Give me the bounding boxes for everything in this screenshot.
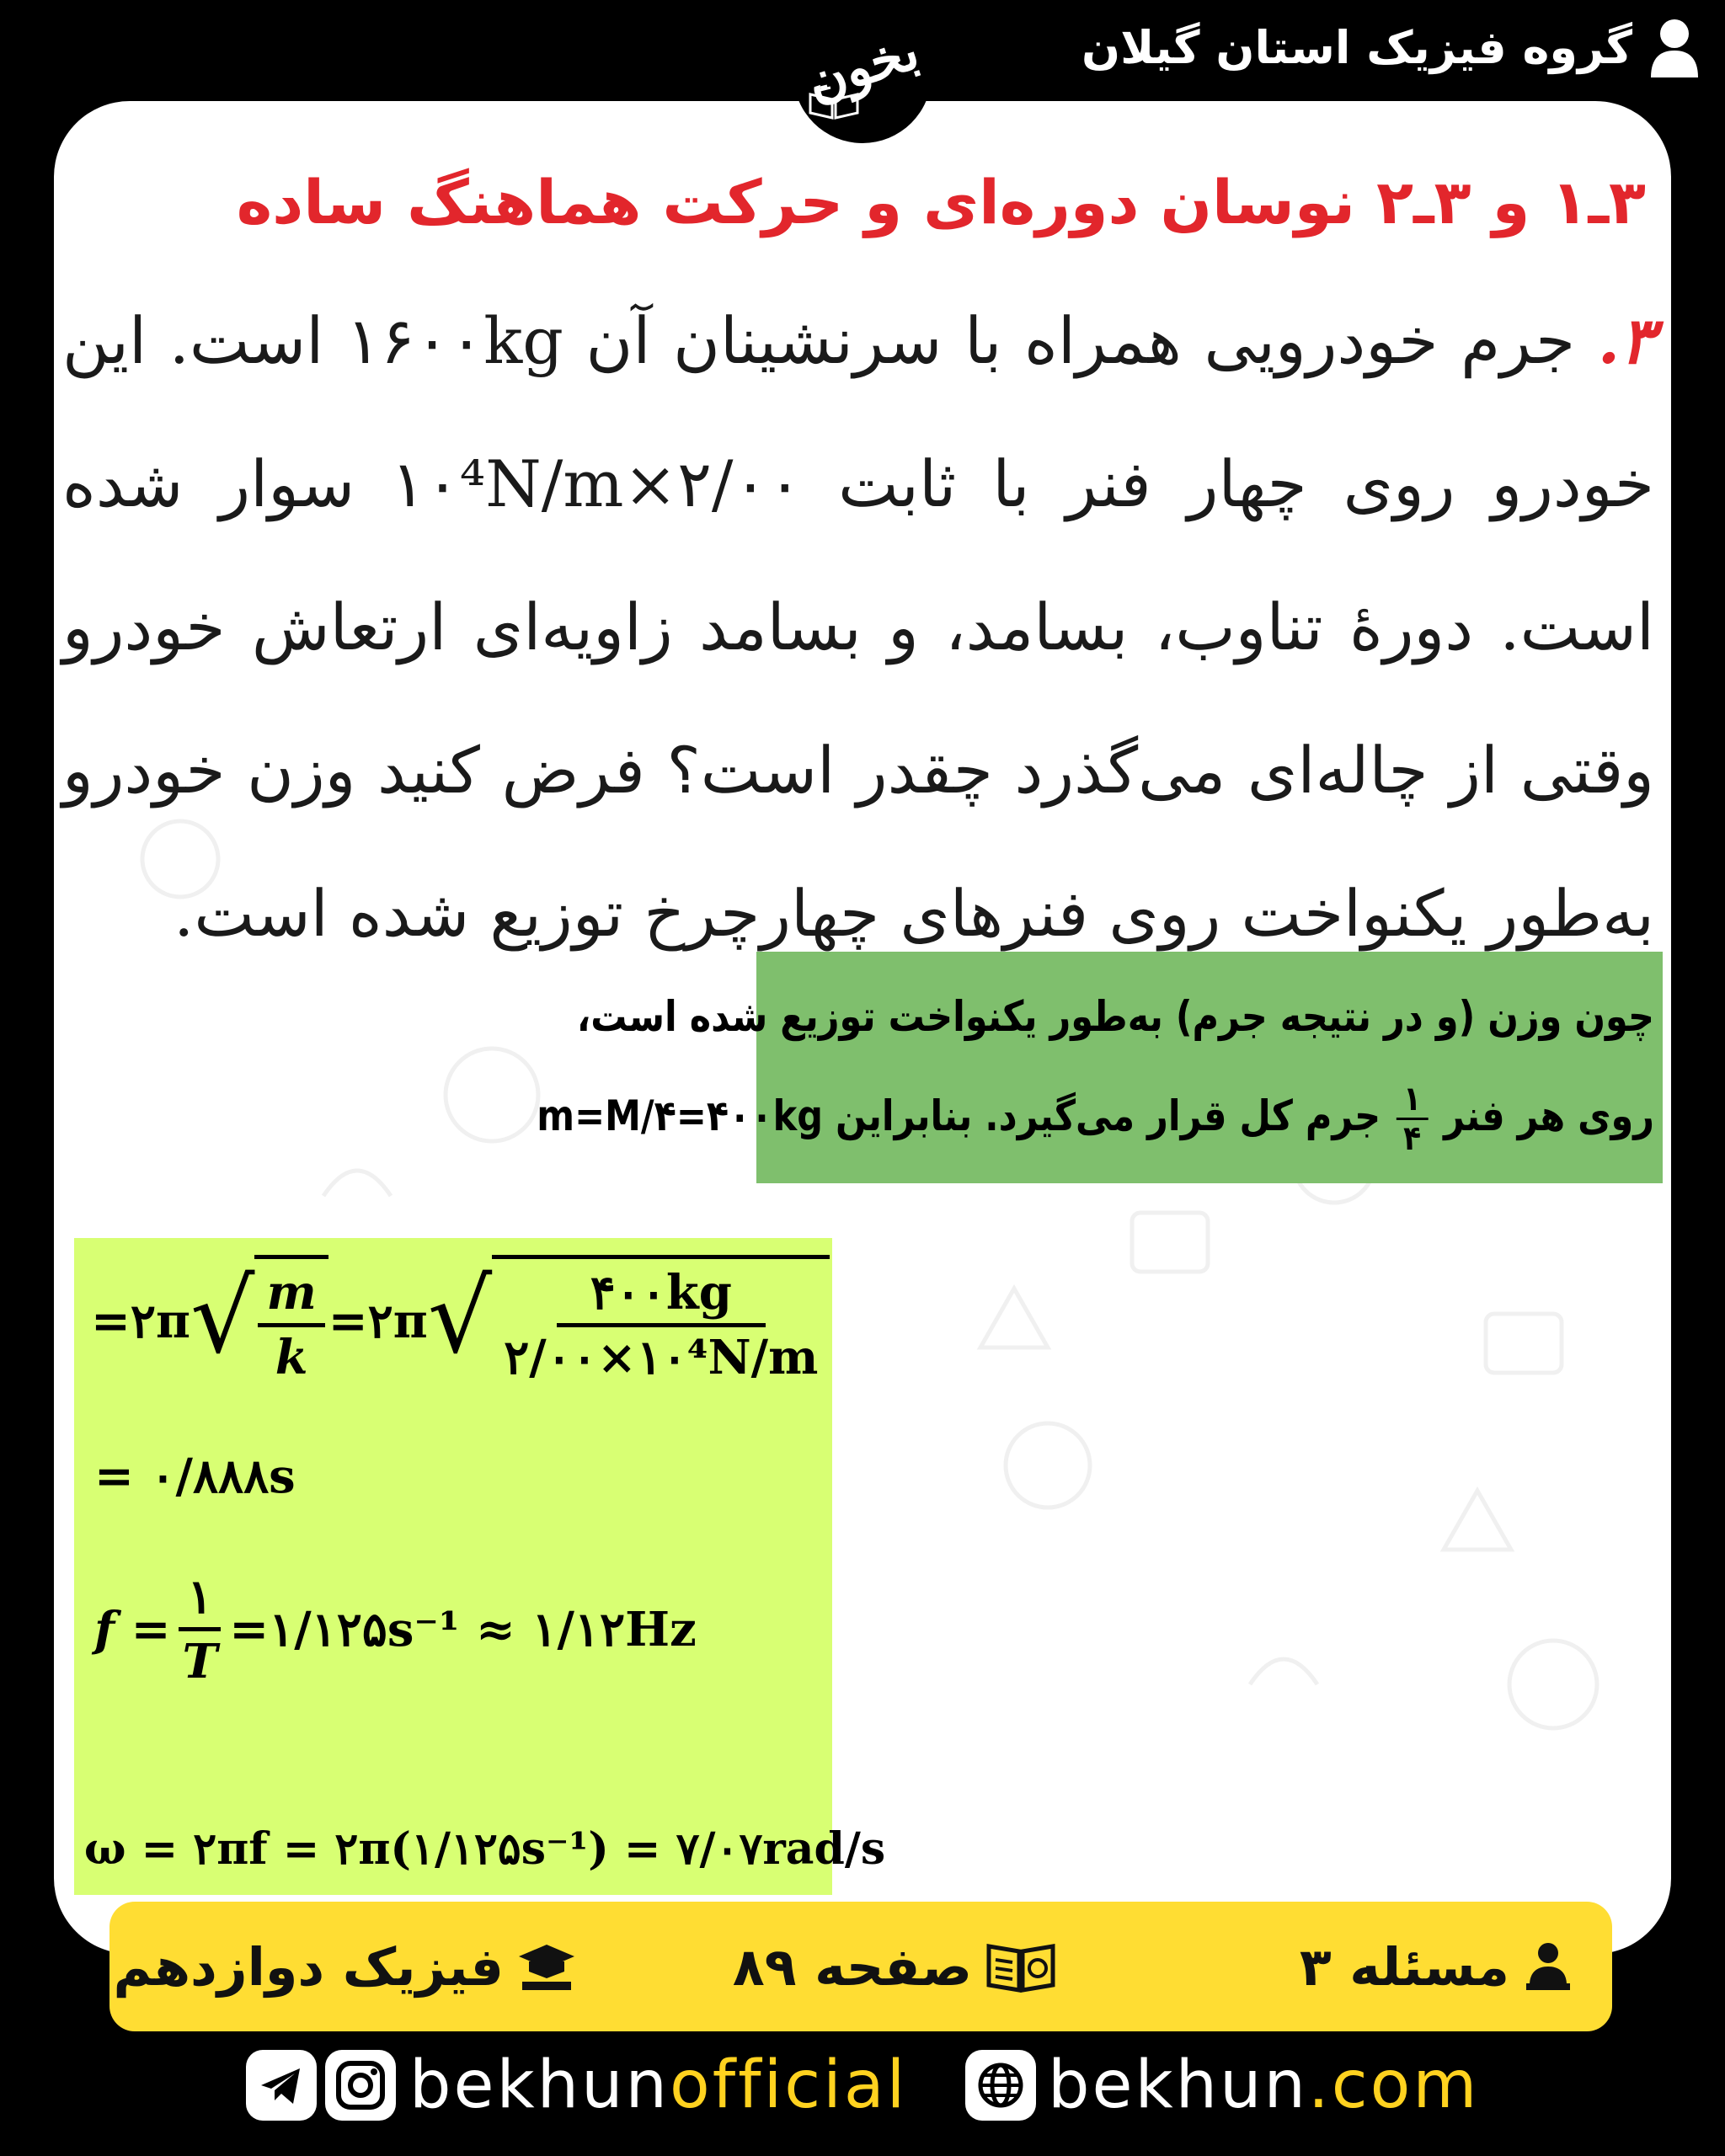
frac-k-value: ۲/۰۰×۱۰⁴N/m: [504, 1330, 819, 1385]
site-part-b: .com: [1307, 2047, 1480, 2123]
frac-mass-value: ۴۰۰kg: [557, 1262, 766, 1327]
graduation-cap-icon: [517, 1941, 576, 1992]
info-problem-label: مسئله ۳: [1299, 1935, 1509, 1998]
frac-k: k: [275, 1330, 308, 1385]
hint-line-1: چون وزن (و در نتیجه جرم) به‌طور یکنواخت توزیع شده است،: [576, 992, 1654, 1041]
f-label: f =: [94, 1601, 171, 1657]
handle-part-b: official: [669, 2047, 908, 2123]
instagram-button[interactable]: [325, 2050, 396, 2121]
user-icon: [1648, 17, 1701, 77]
problem-statement: [62, 270, 1654, 985]
hint-text-b: جرم کل قرار می‌گیرد. بنابراین: [836, 1091, 1381, 1140]
sqrt-values: [428, 1255, 830, 1388]
globe-icon: [965, 2050, 1036, 2121]
calculation-box: [74, 1238, 886, 1895]
info-book-label: فیزیک دوازدهم: [113, 1935, 504, 1998]
instagram-icon: [325, 2050, 396, 2121]
f-frac-den: T: [182, 1634, 218, 1689]
logo-text: بخون: [798, 19, 927, 114]
content-card: [54, 101, 1671, 1998]
open-book-icon: [985, 1940, 1056, 1993]
solution-hint-box: [537, 952, 1663, 1183]
problem-text: جرم خودرویی همراه با سرنشینان آن ۱۶۰۰kg است. این خودرو روی چهار فنر با ثابت ۲/۰۰×۱۰⁴N/m سوار شده است. دورهٔ تناوب، بسامد، و بسامد زاویه‌ای ارتعاش خودرو وقتی از چاله‌ای می‌گذرد چقدر است؟ فرض کنید وزن خودرو به‌طور یکنواخت روی فنرهای چهارچرخ توزیع شده است.: [62, 303, 1654, 951]
info-page-label: صفحه ۸۹: [732, 1935, 972, 1998]
frac-m: m: [258, 1262, 324, 1327]
header-title: گروه فیزیک استان گیلان: [1081, 21, 1632, 74]
one-over-t: [174, 1566, 227, 1692]
problem-number: ۳.: [1597, 303, 1654, 378]
website-button[interactable]: [965, 2050, 1036, 2121]
sqrt-sign: √: [190, 1259, 255, 1376]
telegram-button[interactable]: [246, 2050, 317, 2121]
section-heading: ۳ـ۱ و ۳ـ۲ نوسان دوره‌ای و حرکت هماهنگ ساده: [236, 167, 1646, 237]
sqrt-body-2: [492, 1255, 830, 1388]
frequency-equation: [94, 1566, 697, 1692]
info-book: [113, 1902, 576, 2031]
info-bar: [109, 1902, 1612, 2031]
hint-equation: m=M/۴=۴۰۰kg: [537, 1091, 824, 1140]
f-frac-num: ۱: [179, 1566, 221, 1631]
period-eq2: =۲π: [328, 1294, 428, 1349]
info-page: [733, 1902, 1056, 2031]
handle-part-a: bekhun: [409, 2047, 670, 2123]
period-result: = ۰/۸۸۸s: [94, 1449, 296, 1504]
hint-fraction: [1397, 1081, 1429, 1157]
m-over-k: [258, 1262, 324, 1388]
instagram-handle[interactable]: [409, 2041, 907, 2129]
telegram-icon: [246, 2050, 317, 2121]
site-part-a: bekhun: [1048, 2047, 1308, 2123]
value-fraction: [495, 1262, 826, 1388]
hint-text-a: روی هر فنر: [1444, 1091, 1654, 1140]
hint-frac-den: ۴: [1403, 1119, 1422, 1158]
period-equation: [91, 1255, 830, 1388]
bekhun-logo: [793, 5, 932, 143]
teacher-icon: [1523, 1940, 1573, 1993]
sqrt-m-over-k: [190, 1255, 328, 1388]
sqrt-sign-2: √: [427, 1259, 493, 1376]
period-prefix: =۲π: [91, 1294, 190, 1349]
angular-frequency-equation: ω = ۲πf = ۲π(۱/۱۲۵s⁻¹) = ۷/۰۷rad/s: [84, 1823, 886, 1875]
hint-line-2: [537, 1066, 1654, 1166]
info-problem: [1300, 1902, 1573, 2031]
f-result: =۱/۱۲۵s⁻¹ ≈ ۱/۱۲Hz: [229, 1601, 697, 1657]
hint-frac-num: ۱: [1397, 1081, 1429, 1120]
website-url[interactable]: [1048, 2041, 1479, 2129]
sqrt-body: [254, 1255, 328, 1388]
